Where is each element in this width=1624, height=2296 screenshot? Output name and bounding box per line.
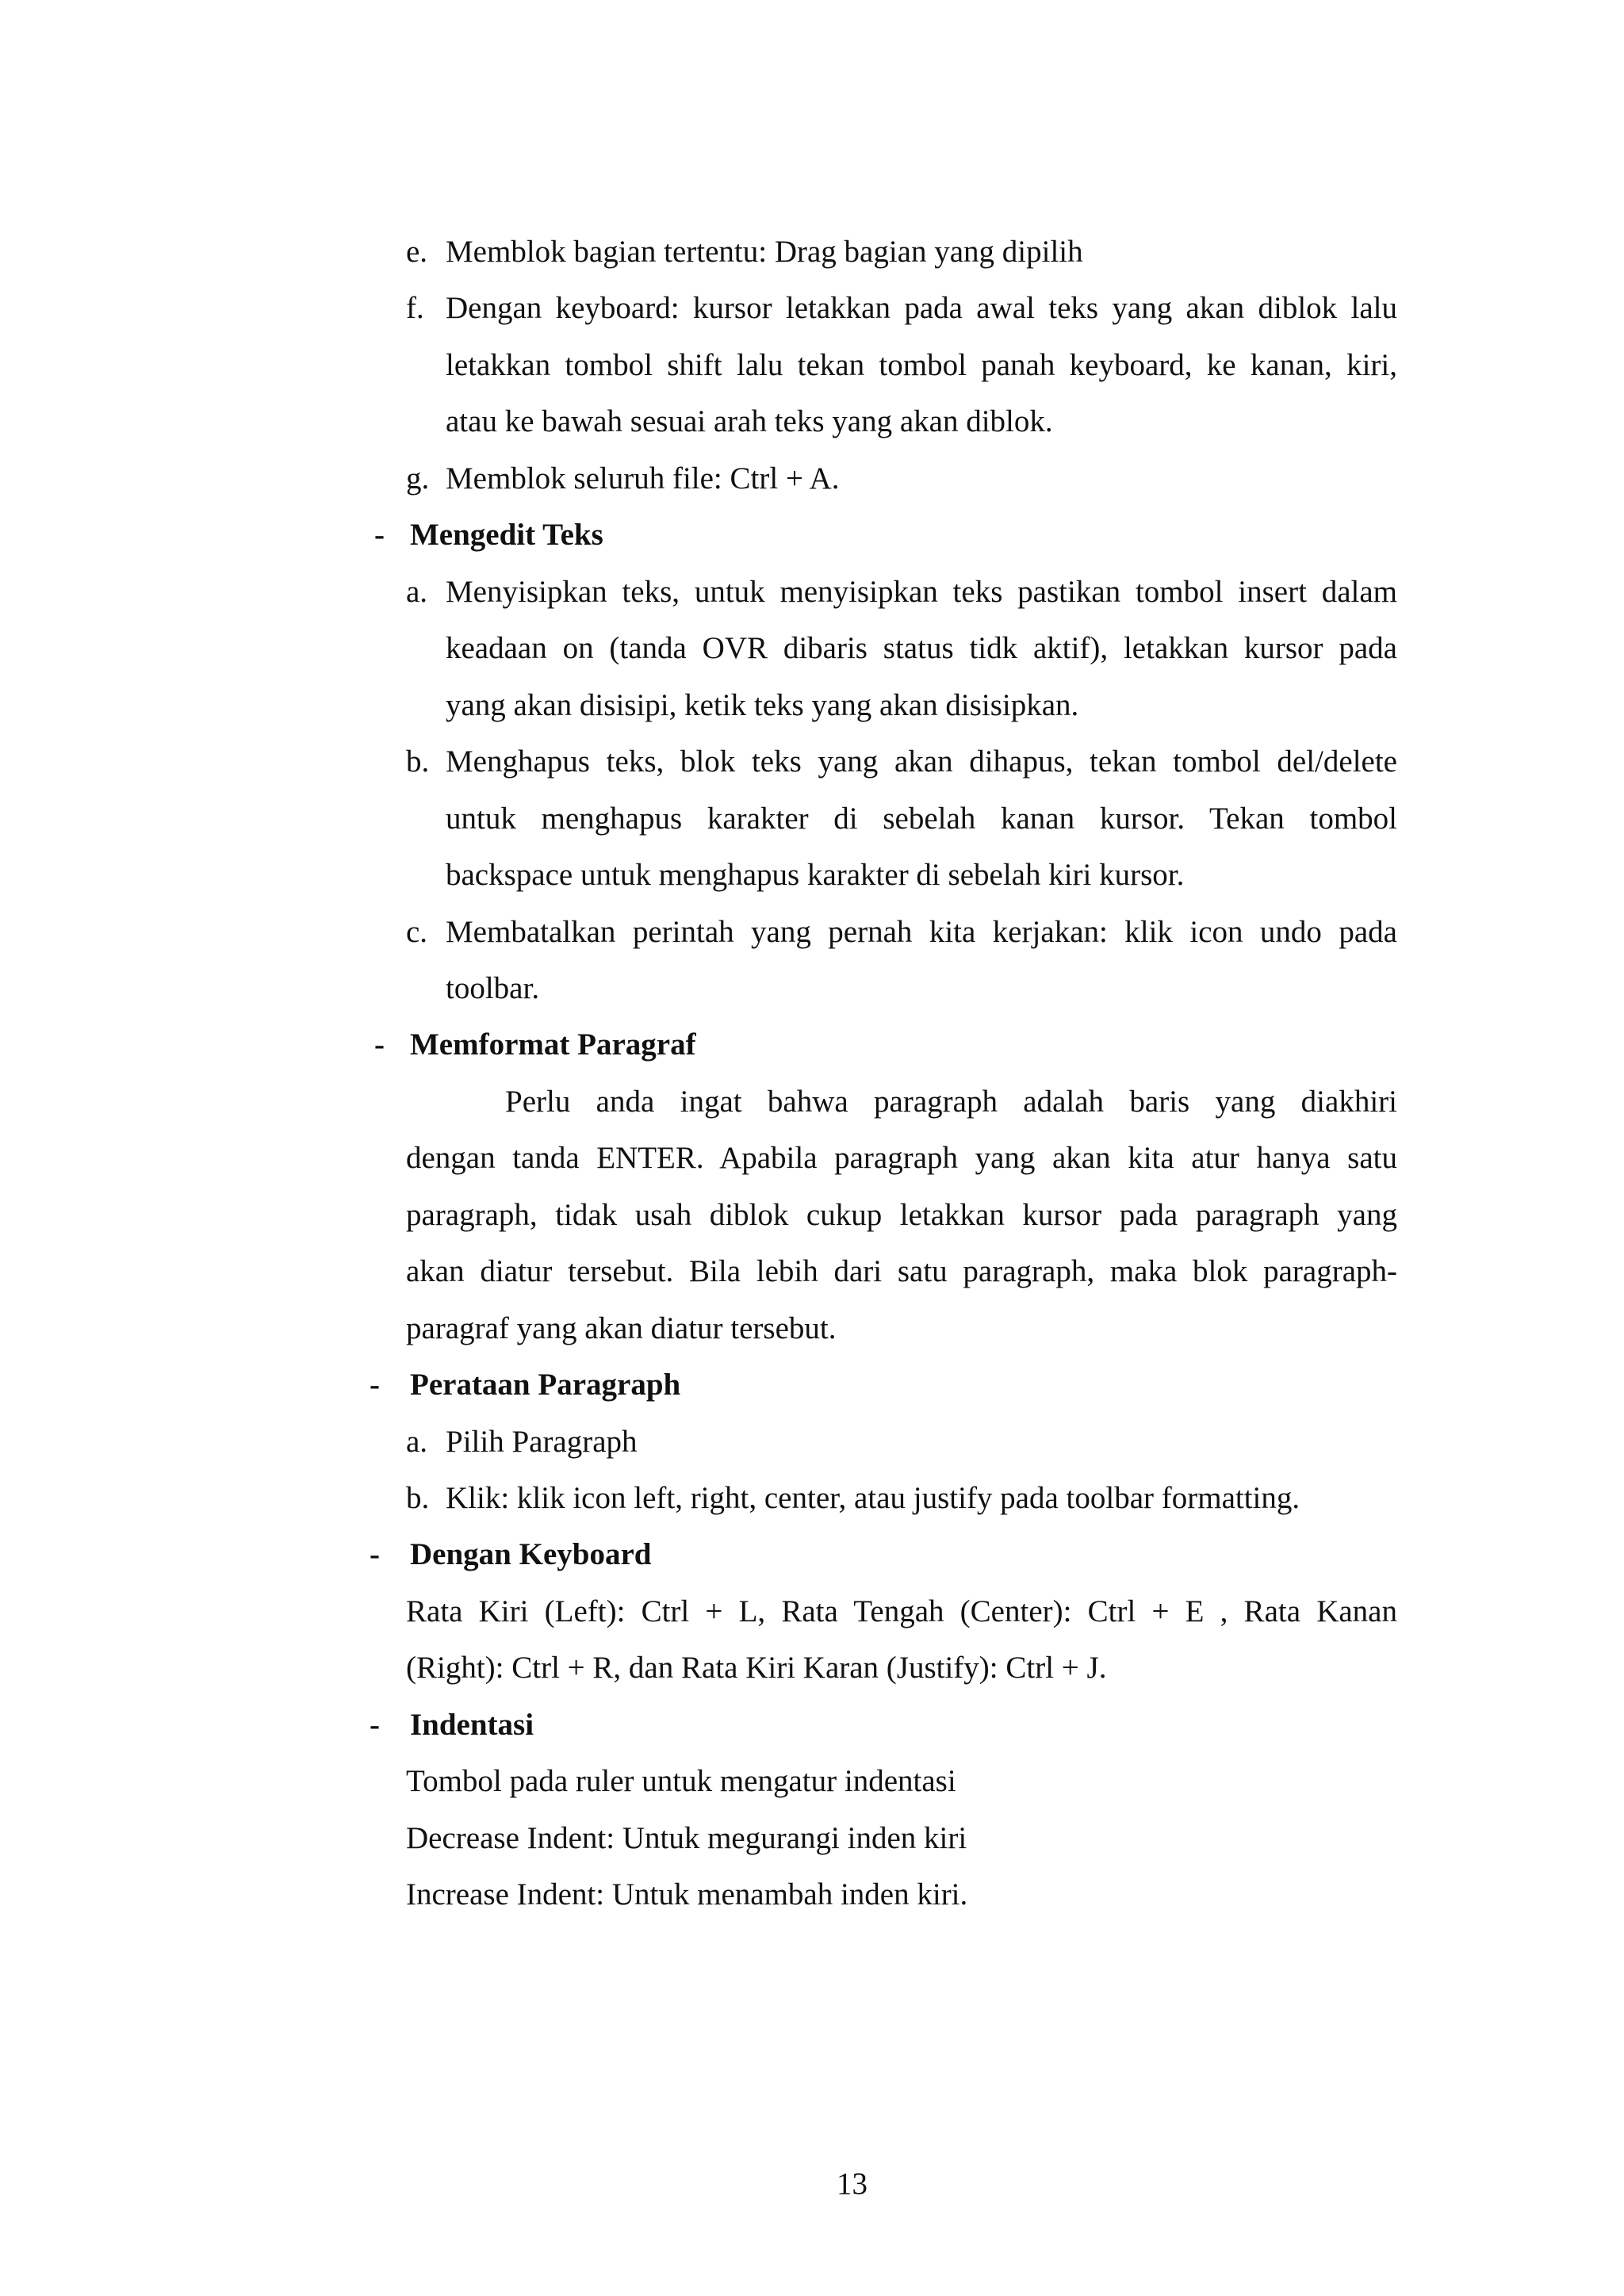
item-label: g. [406, 461, 430, 496]
mengedit-item-a-line: keadaan on (tanda OVR dibaris status tidk aktif), letakkan kursor pada [446, 631, 1397, 665]
memblok-item-e: Memblok bagian tertentu: Drag bagian yang dipilih [446, 235, 1083, 269]
section-dash: - [370, 1537, 380, 1571]
indentasi-line: Increase Indent: Untuk menambah inden kiri. [406, 1877, 968, 1911]
item-label: b. [406, 1481, 430, 1515]
item-label: a. [406, 1425, 428, 1459]
item-label: e. [406, 235, 428, 269]
mengedit-item-b-line: Menghapus teks, blok teks yang akan dihapus, tekan tombol del/delete [446, 744, 1397, 779]
item-label: f. [406, 291, 424, 325]
page-number: 13 [837, 2167, 868, 2201]
indentasi-line: Tombol pada ruler untuk mengatur indentasi [406, 1764, 956, 1798]
section-heading-perataan-paragraph: Perataan Paragraph [410, 1368, 681, 1402]
section-dash: - [370, 1708, 380, 1742]
memformat-paragraph-line: akan diatur tersebut. Bila lebih dari satu paragraph, maka blok paragraph- [406, 1254, 1397, 1288]
section-dash: - [370, 1368, 380, 1402]
memblok-item-g: Memblok seluruh file: Ctrl + A. [446, 461, 840, 496]
memformat-paragraph-line: dengan tanda ENTER. Apabila paragraph yang akan kita atur hanya satu [406, 1141, 1397, 1175]
memformat-paragraph-line: paragraph, tidak usah diblok cukup letakkan kursor pada paragraph yang [406, 1198, 1397, 1232]
section-heading-memformat-paragraf: Memformat Paragraf [410, 1027, 696, 1062]
section-dash: - [374, 1027, 385, 1062]
mengedit-item-c-line: Membatalkan perintah yang pernah kita kerjakan: klik icon undo pada [446, 915, 1397, 949]
keyboard-paragraph-line: (Right): Ctrl + R, dan Rata Kiri Karan (Justify): Ctrl + J. [406, 1651, 1107, 1685]
section-heading-mengedit-teks: Mengedit Teks [410, 518, 603, 552]
memformat-paragraph-line: Perlu anda ingat bahwa paragraph adalah baris yang diakhiri [505, 1085, 1397, 1119]
item-label: c. [406, 915, 428, 949]
perataan-item-a: Pilih Paragraph [446, 1425, 638, 1459]
memformat-paragraph-line: paragraf yang akan diatur tersebut. [406, 1311, 837, 1345]
mengedit-item-b-line: backspace untuk menghapus karakter di sebelah kiri kursor. [446, 858, 1185, 892]
mengedit-item-a-line: Menyisipkan teks, untuk menyisipkan teks pastikan tombol insert dalam [446, 575, 1397, 609]
indentasi-line: Decrease Indent: Untuk megurangi inden kiri [406, 1821, 967, 1855]
mengedit-item-b-line: untuk menghapus karakter di sebelah kanan kursor. Tekan tombol [446, 802, 1397, 836]
item-label: a. [406, 575, 428, 609]
memblok-item-f-line: Dengan keyboard: kursor letakkan pada awal teks yang akan diblok lalu [446, 291, 1397, 325]
mengedit-item-a-line: yang akan disisipi, ketik teks yang akan disisipkan. [446, 688, 1079, 722]
memblok-item-f-line: atau ke bawah sesuai arah teks yang akan diblok. [446, 404, 1053, 438]
section-dash: - [374, 518, 385, 552]
section-heading-dengan-keyboard: Dengan Keyboard [410, 1537, 652, 1571]
perataan-item-b: Klik: klik icon left, right, center, atau justify pada toolbar formatting. [446, 1481, 1300, 1515]
section-heading-indentasi: Indentasi [410, 1708, 534, 1742]
memblok-item-f-line: letakkan tombol shift lalu tekan tombol panah keyboard, ke kanan, kiri, [446, 348, 1397, 382]
keyboard-paragraph-line: Rata Kiri (Left): Ctrl + L, Rata Tengah (Center): Ctrl + E , Rata Kanan [406, 1594, 1397, 1628]
mengedit-item-c-line: toolbar. [446, 971, 540, 1005]
item-label: b. [406, 744, 430, 779]
